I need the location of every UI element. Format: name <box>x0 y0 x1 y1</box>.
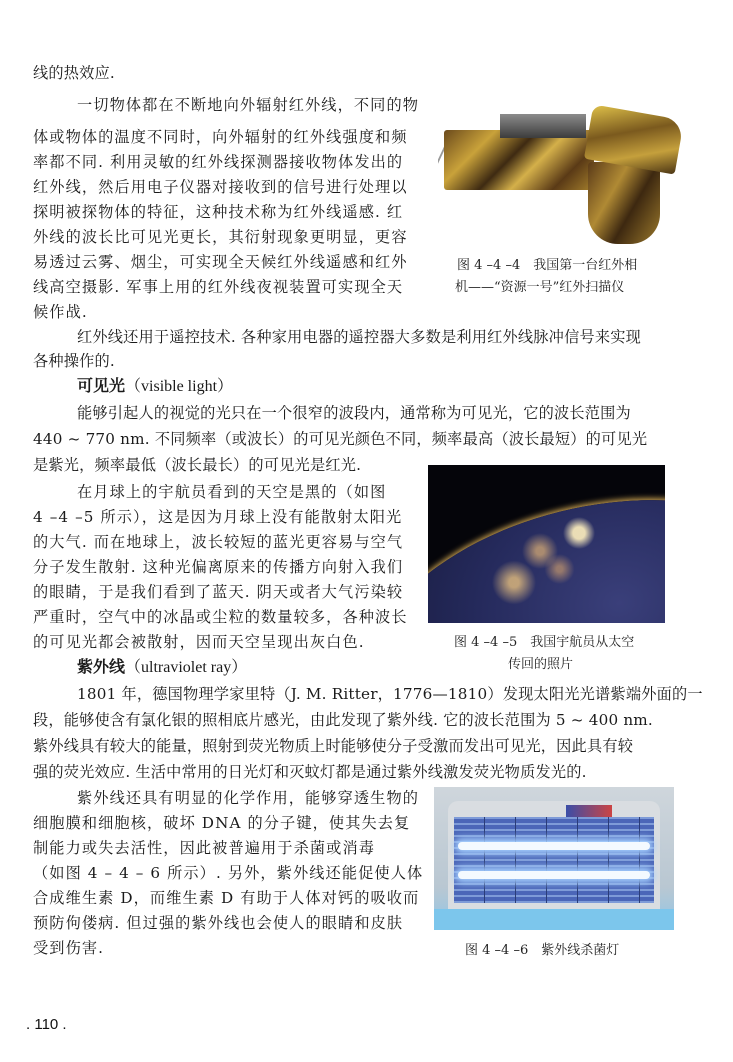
text-line: 4 –4 –5 所示），这是因为月球上没有能散射太阳光 <box>33 508 403 526</box>
text-line: （如图 4 – 4 – 6 所示）. 另外，紫外线还能促使人体 <box>33 864 424 882</box>
lamp-tube <box>458 842 650 850</box>
figure-caption: 图 4 –4 –6 紫外线杀菌灯 <box>465 943 620 958</box>
text-line: 能够引起人的视觉的光只在一个很窄的波段内，通常称为可见光，它的波长范围为 <box>77 404 631 422</box>
text-line: 细胞膜和细胞核，破坏 DNA 的分子键，使其失去复 <box>33 814 411 832</box>
text-line: 在月球上的宇航员看到的天空是黑的（如图 <box>77 483 387 501</box>
uv-lamp-image <box>434 787 674 930</box>
text-line: 段，能够使含有氯化银的照相底片感光，由此发现了紫外线. 它的波长范围为 5 ~ 400 nm. <box>33 711 653 729</box>
text-line: 严重时，空气中的冰晶或尘粒的数量较多，各种波长 <box>33 608 408 626</box>
section-heading-visible-light <box>77 375 233 398</box>
lamp-tube <box>458 871 650 879</box>
page-number: . 110 . <box>26 1016 67 1033</box>
text-line: 预防佝偻病. 但过强的紫外线也会使人的眼睛和皮肤 <box>33 914 404 932</box>
text-line: 的可见光都会被散射，因而天空呈现出灰白色. <box>33 633 365 651</box>
text-line: 线高空摄影. 军事上用的红外线夜视装置可实现全天 <box>33 278 404 296</box>
text-line: 一切物体都在不断地向外辐射红外线，不同的物 <box>77 96 420 114</box>
text-line: 紫外线还具有明显的化学作用，能够穿透生物的 <box>77 789 420 807</box>
scanner-stem <box>588 162 660 244</box>
scanner-electronics-box <box>500 114 586 138</box>
figure-caption: 机——“资源一号”红外扫描仪 <box>455 280 625 295</box>
text-line: 候作战. <box>33 303 88 321</box>
text-line: 红外线，然后用电子仪器对接收到的信号进行处理以 <box>33 178 408 196</box>
city-lights <box>488 515 618 605</box>
section-heading-ultraviolet <box>77 656 247 679</box>
text-line: 440 ~ 770 nm. 不同频率（或波长）的可见光颜色不同，频率最高（波长最短）的可见光 <box>33 430 648 448</box>
text-line: 易透过云雾、烟尘，可实现全天候红外线遥感和红外 <box>33 253 408 271</box>
lamp-grid <box>454 817 654 903</box>
text-line: 1801 年，德国物理学家里特（J. M. Ritter，1776—1810）发现太阳光光谱紫端外面的一 <box>77 685 703 703</box>
heading-en: （ultraviolet ray） <box>125 659 248 676</box>
text-line: 强的荧光效应. 生活中常用的日光灯和灭蚊灯都是通过紫外线激发荧光物质发光的. <box>33 763 587 781</box>
text-line: 制能力或失去活性，因此被普遍用于杀菌或消毒 <box>33 839 376 857</box>
heading-en: （visible light） <box>125 378 234 395</box>
lamp-brand-label <box>566 805 612 817</box>
text-line: 率都不同. 利用灵敏的红外线探测器接收物体发出的 <box>33 153 404 171</box>
figure-caption: 传回的照片 <box>508 657 574 672</box>
text-line: 紫外线具有较大的能量，照射到荧光物质上时能够使分子受激而发出可见光，因此具有较 <box>33 737 634 755</box>
heading-zh: 紫外线 <box>77 657 126 676</box>
scanner-body <box>444 130 594 190</box>
text-line: 探明被探物体的特征，这种技术称为红外线遥感. 红 <box>33 203 404 221</box>
earth-night-image <box>428 465 665 623</box>
text-line: 分子发生散射. 这种光偏离原来的传播方向射入我们 <box>33 558 404 576</box>
figure-caption: 图 4 –4 –4 我国第一台红外相 <box>457 258 638 273</box>
text-line: 合成维生素 D，而维生素 D 有助于人体对钙的吸收而 <box>33 889 420 907</box>
lamp-floor <box>434 909 674 930</box>
text-line: 各种操作的. <box>33 352 115 370</box>
heading-zh: 可见光 <box>77 376 126 395</box>
text-line: 线的热效应. <box>33 64 115 82</box>
text-line: 受到伤害. <box>33 939 105 957</box>
text-line: 体或物体的温度不同时，向外辐射的红外线强度和频 <box>33 128 408 146</box>
text-line: 是紫光，频率最低（波长最长）的可见光是红光. <box>33 456 362 474</box>
figure-caption: 图 4 –4 –5 我国宇航员从太空 <box>454 635 635 650</box>
text-line: 的眼睛，于是我们看到了蓝天. 阴天或者大气污染较 <box>33 583 404 601</box>
text-line: 的大气. 而在地球上，波长较短的蓝光更容易与空气 <box>33 533 404 551</box>
text-line: 外线的波长比可见光更长，其衍射现象更明显，更容 <box>33 228 408 246</box>
text-line: 红外线还用于遥控技术. 各种家用电器的遥控器大多数是利用红外线脉冲信号来实现 <box>77 328 642 346</box>
infrared-scanner-image <box>438 72 686 248</box>
